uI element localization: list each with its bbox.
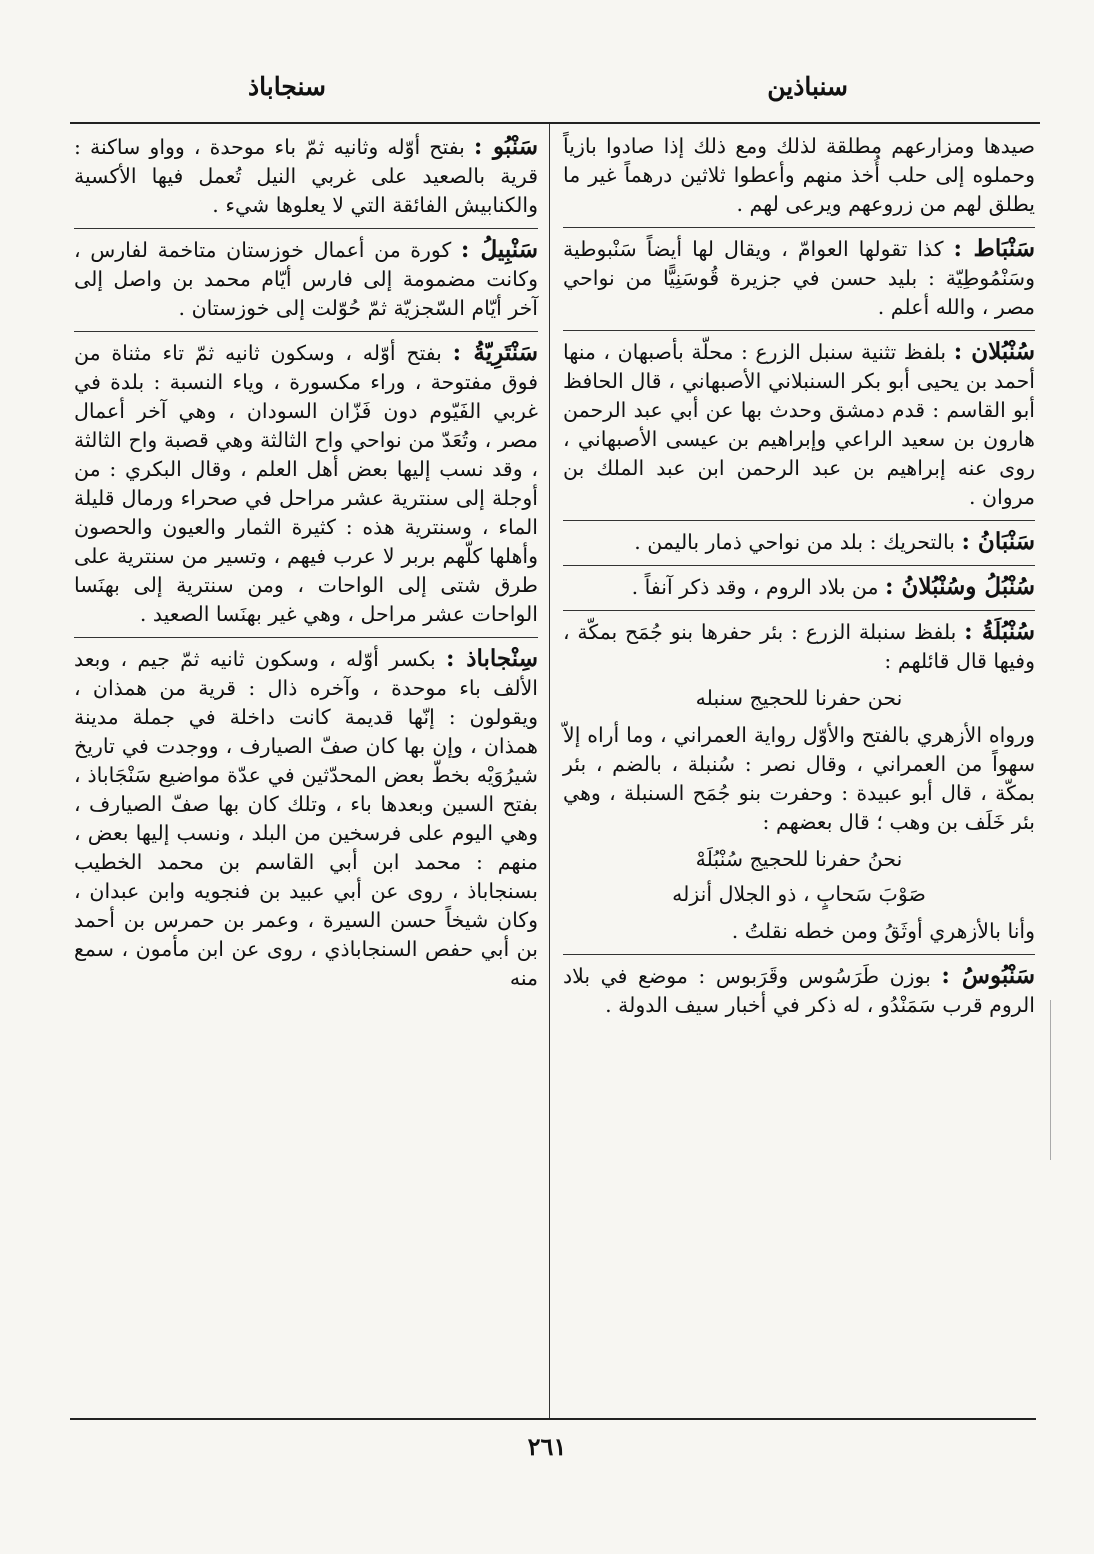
entry-sanbil	[74, 228, 538, 323]
header-rule	[70, 122, 1040, 124]
entry-santariya	[74, 331, 538, 629]
entry-sanbu	[74, 132, 538, 220]
right-intro-paragraph: صيدها ومزارعهم مطلقة لذلك ومع ذلك إذا صادوا بازياً وحملوه إلى حلب أُخذ منهم وأعطوا ثلاثين درهماً غير ما يطلق لهم من زروعهم ويرعى لهم .	[563, 134, 1035, 216]
entry-text: بلفظ سنبلة الزرع : بئر حفرها بنو جُمَح بمكّة ، وفيها قال قائلهم :	[563, 620, 1035, 673]
entry-sunbula	[563, 610, 1035, 676]
paragraph-after-verse: ورواه الأزهري بالفتح والأوّل رواية العمراني ، وما أراه إلاّ سهواً من العمراني ، وقال نصر : سُنبلة ، بالضم ، بئر بمكّة ، قال أبو عبيدة : وحفرت بنو جُمَح السنبلة ، وهي بئر خَلَف بن وهب ؛ قال بعضهم :	[563, 723, 1035, 834]
entry-headword: سَنْتَرِيّةُ :	[452, 339, 538, 366]
entry-text: من بلاد الروم ، وقد ذكر آنفاً .	[631, 575, 879, 599]
entry-text: كورة من أعمال خوزستان متاخمة لفارس ، وكانت مضمومة إلى فارس أيّام محمد بن واصل إلى آخر أيّام السّجزيّة ثمّ حُوّلت إلى خوزستان .	[74, 238, 538, 320]
verse-line: نحنُ حفرنا للحجيج سُنْبُلَهْ	[695, 847, 903, 871]
entry-text: بفتح أوّله وثانيه ثمّ باء موحدة ، وواو ساكنة : قرية بالصعيد على غربي النيل تُعمل فيها الأكسية والكنابيش الفائقة التي لا يعلوها شيء .	[74, 135, 538, 217]
entry-headword: سُنْبُلان :	[953, 338, 1035, 365]
left-column	[74, 132, 538, 1001]
paragraph-after-verse: وأنا بالأزهري أوثَقُ ومن خطه نقلتُ .	[731, 919, 1035, 943]
entry-headword: سَنْبِيلُ :	[460, 236, 538, 263]
entry-sanbat	[563, 227, 1035, 322]
entry-sinjabadh	[74, 637, 538, 993]
entry-headword: سِنْجاباذ :	[446, 645, 538, 672]
entry-headword: سَنْبُو :	[473, 133, 538, 160]
verse-line: صَوْبَ سَحابٍ ، ذو الجلال أنزله	[672, 882, 926, 906]
margin-mark	[1050, 1000, 1051, 1160]
entry-text: بكسر أوّله ، وسكون ثانيه ثمّ جيم ، وبعد الألف باء موحدة ، وآخره ذال : قرية من همذان ، ويقولون : إنّها قديمة كانت داخلة في جملة مدينة همذان ، وإن بها كان صفّ الصيارف ، ووجدت في تاريخ شيرُوَيْه بخطّ بعض المحدّثين في عدّة مواضيع سَنْجَاباذ ، بفتح السين وبعدها باء ، وتلك كان بها صفّ الصيارف ، وهي اليوم على فرسخين من البلد ، ونسب إليها بعض ، منهم : محمد ابن أبي القاسم بن محمد الخطيب بسنجاباذ ، روى عن أبي عبيد بن فنجويه وابن عبدان ، وكان شيخاً حسن السيرة ، وعمر بن حمرس بن أحمد بن أبي حفص السنجاباذي ، روى عن ابن مأمون ، سمع منه	[74, 647, 538, 990]
column-divider	[549, 124, 550, 1418]
page-number: ٢٦١	[527, 1432, 567, 1461]
entry-headword: سَنْبُوسُ :	[941, 962, 1035, 989]
running-header-left: سنجاباذ	[248, 72, 326, 101]
running-header-right: سنباذين	[767, 72, 848, 101]
entry-text: بلفظ تثنية سنبل الزرع : محلّة بأصبهان ، منها أحمد بن يحيى أبو بكر السنبلاني الأصبهاني ، قال الحافظ أبو القاسم : قدم دمشق وحدث بها عن أبي عبد الرحمن هارون بن سعيد الراعي وإبراهيم بن عيسى الأصبهاني ، روى عنه إبراهيم بن عبد الرحمن ابن عبد الملك بن مروان .	[563, 340, 1035, 509]
entry-sanban	[563, 520, 1035, 557]
entry-text: كذا تقولها العوامّ ، ويقال لها أيضاً سَنْبوطية وسَنْمُوطِيّة : بليد حسن في جزيرة قُوسَنِيًّا من نواحي مصر ، والله أعلم .	[563, 237, 1035, 319]
verse-line: نحن حفرنا للحجيج سنبله	[695, 686, 903, 710]
entry-headword: سَنْبَاط :	[953, 235, 1035, 262]
entry-headword: سُنْبُلُ وسُنْبُلانُ :	[885, 573, 1035, 600]
entry-text: بفتح أوّله ، وسكون ثانيه ثمّ تاء مثناة من فوق مفتوحة ، وراء مكسورة ، وياء النسبة : بلدة في غربي الفَيّوم دون فَزّان السودان ، وهي آخر أعمال مصر ، وتُعَدّ من نواحي واح الثالثة وهي قصبة واح الثالثة ، وقد نسب إليها بعض أهل العلم ، وقال البكري : من أوجلة إلى سنترية عشر مراحل في صحراء ورمال قليلة الماء ، وسنترية هذه : كثيرة الثمار والعيون والحصون وأهلها كلّهم بربر لا عرب فيهم ، وتسير من سنترية على طرق شتى إلى الواحات ، ومن سنترية إلى بهنَسا الواحات عشر مراحل ، وهي غير بهنَسا الصعيد .	[74, 341, 538, 626]
right-column	[563, 132, 1035, 1028]
entry-text: بالتحريك : بلد من نواحي ذمار باليمن .	[634, 530, 955, 554]
entry-headword: سُنْبُلَةُ :	[964, 618, 1035, 645]
entry-text: بوزن طَرَسُوس وقَرَبوس : موضع في بلاد الروم قرب سَمَنْدُو ، له ذكر في أخبار سيف الدولة .	[563, 964, 1035, 1017]
entry-sanbus	[563, 954, 1035, 1020]
entry-sunbul	[563, 565, 1035, 602]
entry-headword: سَنْبَانُ :	[961, 528, 1035, 555]
entry-sunbulan	[563, 330, 1035, 512]
footer-rule	[70, 1418, 1036, 1420]
